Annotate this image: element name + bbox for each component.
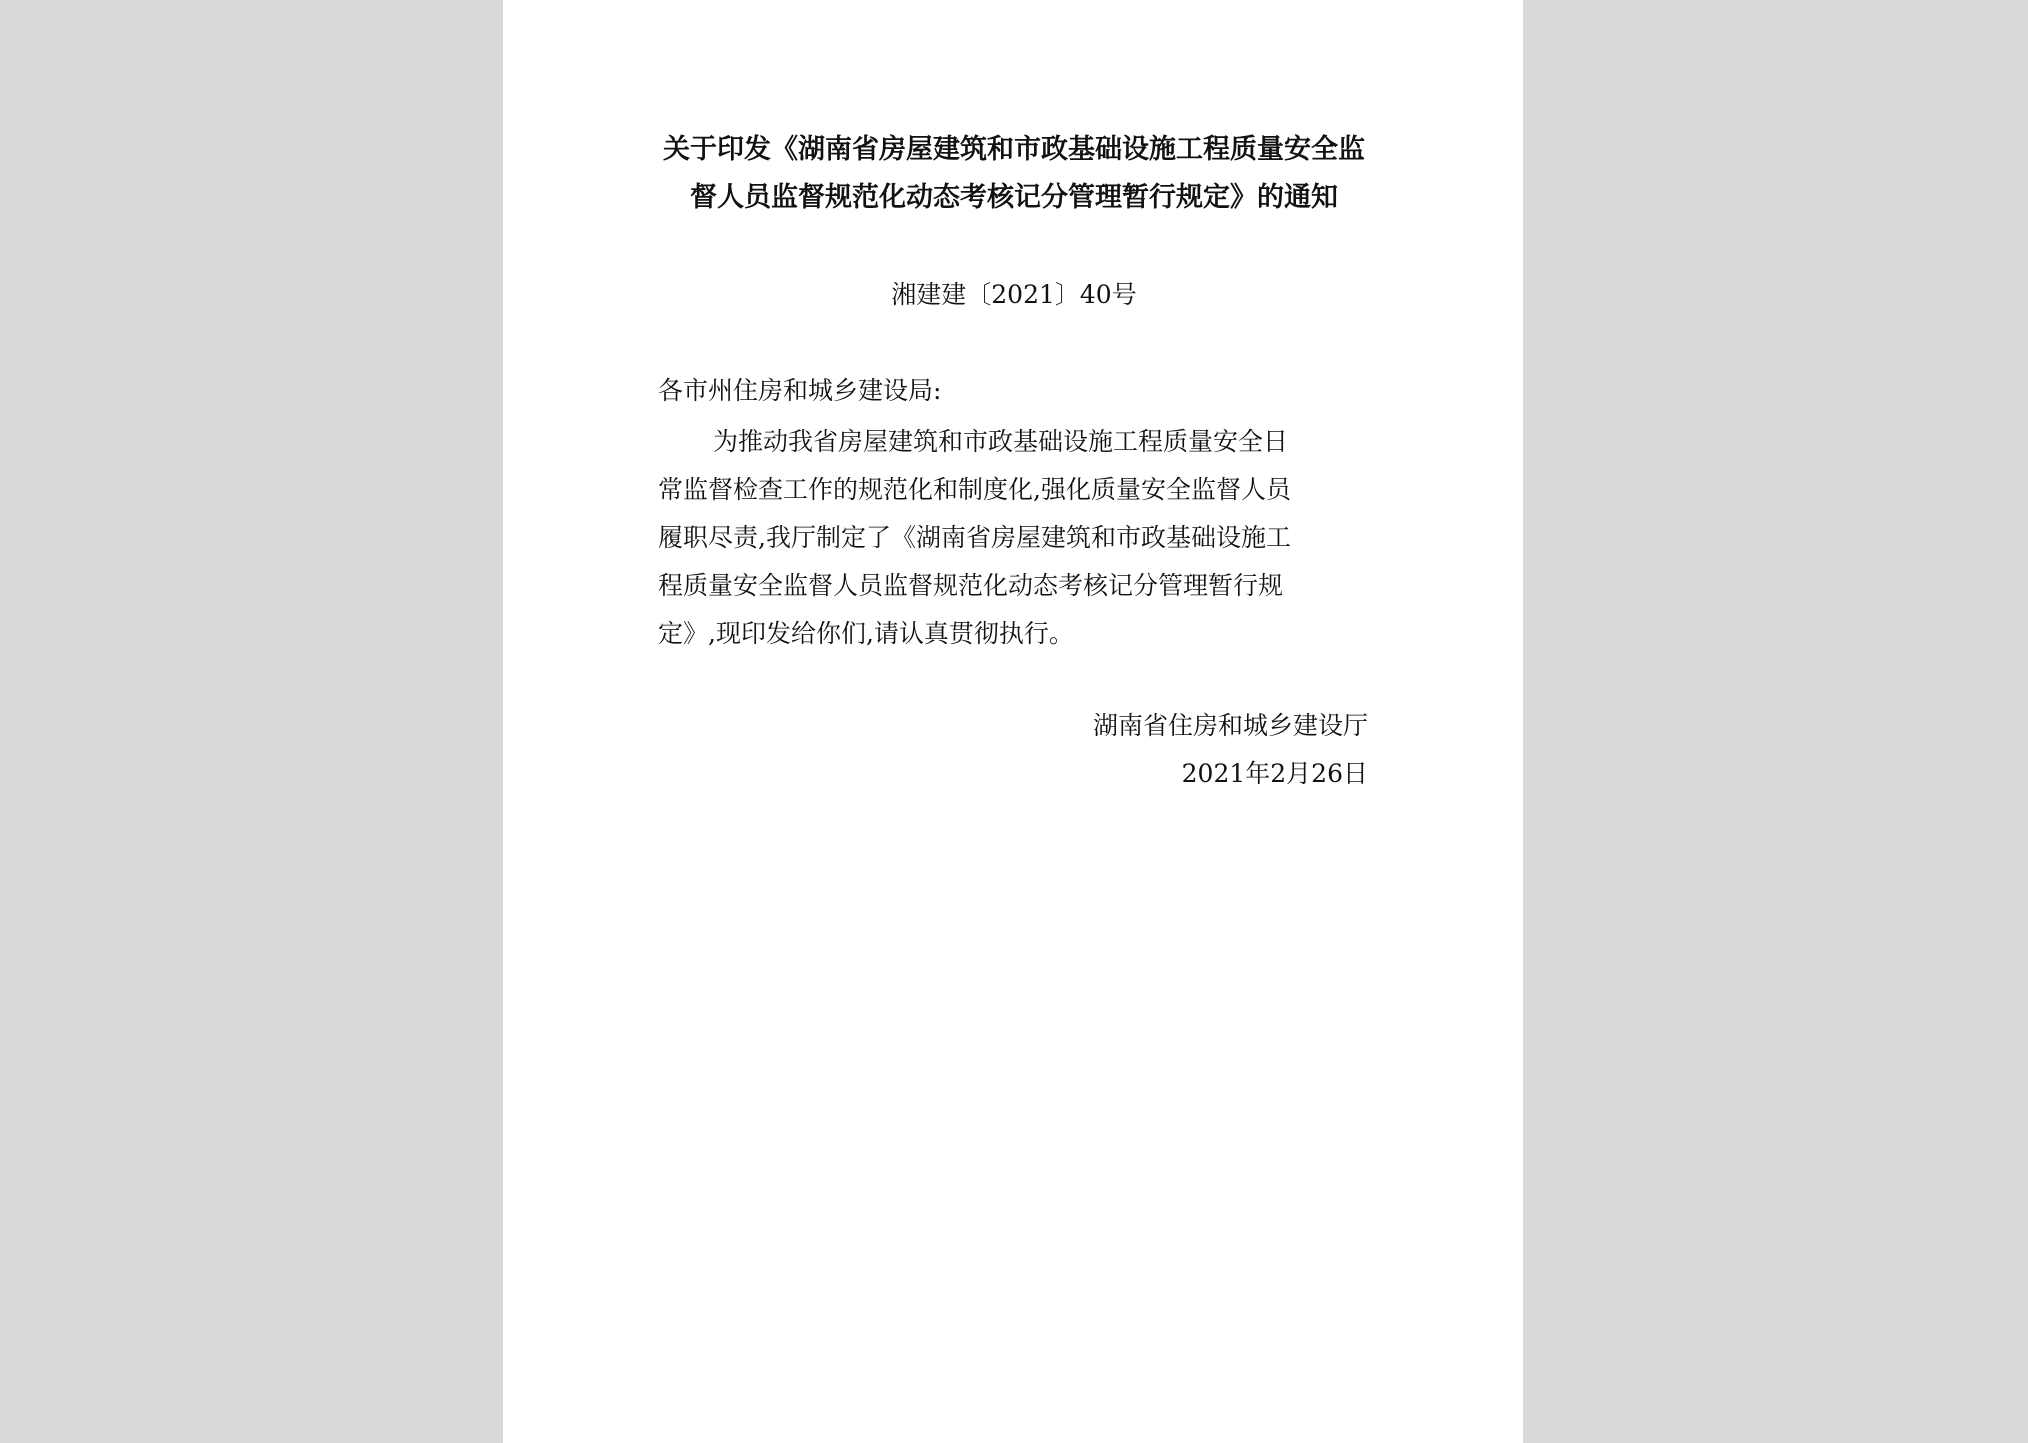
title-line: 关于印发《湖南省房屋建筑和市政基础设施工程质量安全监 <box>663 134 1365 165</box>
salutation: 各市州住房和城乡建设局: <box>658 376 942 405</box>
title-line: 督人员监督规范化动态考核记分管理暂行规定》的通知 <box>690 182 1338 213</box>
document-number: 湘建建〔2021〕40号 <box>891 280 1137 309</box>
body-line: 定》,现印发给你们,请认真贯彻执行。 <box>658 619 1074 648</box>
issuing-authority: 湖南省住房和城乡建设厅 <box>1092 711 1368 740</box>
issue-date: 2021年2月26日 <box>1181 759 1368 788</box>
body-line: 为推动我省房屋建筑和市政基础设施工程质量安全日 <box>713 427 1289 456</box>
body-paragraph <box>658 418 1370 658</box>
body-line: 履职尽责,我厅制定了《湖南省房屋建筑和市政基础设施工 <box>658 523 1291 552</box>
body-line: 程质量安全监督人员监督规范化动态考核记分管理暂行规 <box>658 571 1284 600</box>
document-title <box>658 126 1370 222</box>
body-line: 常监督检查工作的规范化和制度化,强化质量安全监督人员 <box>658 475 1291 504</box>
document-page <box>503 0 1523 1443</box>
